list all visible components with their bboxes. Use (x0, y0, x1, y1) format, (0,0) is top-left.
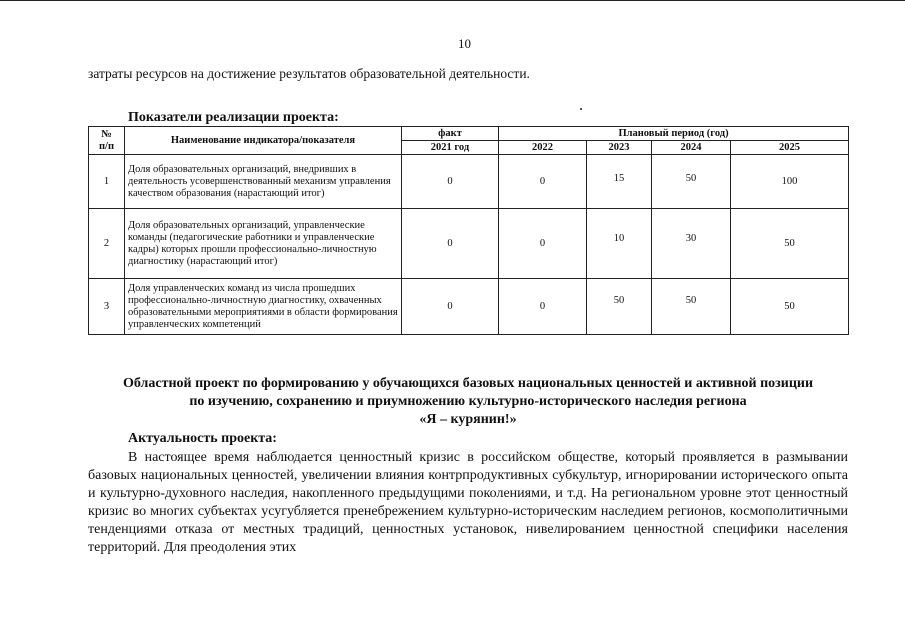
header-year: 2022 (499, 141, 587, 155)
page-number: 10 (458, 36, 471, 51)
project-heading (88, 375, 848, 429)
relevance-title: Актуальность проекта: (128, 431, 277, 446)
row-value: 0 (402, 279, 499, 335)
row-name: Доля управленческих команд из числа прошедших профессионально-личностную диагностику, охваченных образовательными мероприятиями в области формирования управленческих компетенций (125, 279, 402, 335)
row-value: 50 (652, 155, 731, 209)
row-value: 15 (587, 155, 652, 209)
intro-line: затраты ресурсов на достижение результатов образовательной деятельности. (88, 66, 530, 81)
row-value: 10 (587, 209, 652, 279)
row-value: 50 (587, 279, 652, 335)
table-row (89, 155, 849, 209)
scan-speck (580, 108, 582, 110)
table-row (89, 209, 849, 279)
project-heading-line: «Я – курянин!» (419, 412, 517, 427)
header-year: 2024 (652, 141, 731, 155)
row-value: 0 (402, 155, 499, 209)
row-num: 2 (89, 209, 125, 279)
row-name: Доля образовательных организаций, управленческие команды (педагогические работники и управленческие кадры) которых прошли профессионально-личностную диагностику (нарастающий итог) (125, 209, 402, 279)
body-paragraph: В настоящее время наблюдается ценностный кризис в российском обществе, который проявляется в размывании базовых национальных ценностей, увеличении влияния контрпродуктивных субкультур, игнорировании исторического опыта и культурно-духовного наследия, накопленного предыдущими поколениями, и т.д. На региональном уровне этот ценностный кризис во многих субъектах усугубляется пренебрежением культурно-историческим наследием регионов, космополитичными тенденциями отказа от местных традиций, ценностных установок, нивелированием ценностной специфики населения территорий. Для преодоления этих (88, 450, 848, 555)
row-num: 1 (89, 155, 125, 209)
header-year: 2023 (587, 141, 652, 155)
header-num: № п/п (89, 127, 125, 155)
row-value: 100 (731, 155, 849, 209)
row-value: 0 (402, 209, 499, 279)
table-title: Показатели реализации проекта: (128, 110, 339, 125)
row-value: 30 (652, 209, 731, 279)
header-year: 2025 (731, 141, 849, 155)
row-value: 0 (499, 209, 587, 279)
row-value: 50 (731, 279, 849, 335)
header-fact: факт (402, 127, 499, 141)
table-row (89, 279, 849, 335)
row-name: Доля образовательных организаций, внедривших в деятельность усовершенствованный механизм управления качеством образования (нарастающий итог) (125, 155, 402, 209)
project-heading-line: по изучению, сохранению и приумножению культурно-исторического наследия региона (189, 394, 747, 409)
row-value: 50 (652, 279, 731, 335)
header-year: 2021 год (402, 141, 499, 155)
page-top-border (0, 0, 905, 1)
row-value: 50 (731, 209, 849, 279)
indicators-table (88, 126, 849, 335)
header-name: Наименование индикатора/показателя (125, 127, 402, 155)
row-value: 0 (499, 155, 587, 209)
row-value: 0 (499, 279, 587, 335)
row-num: 3 (89, 279, 125, 335)
header-plan: Плановый период (год) (499, 127, 849, 141)
project-heading-line: Областной проект по формированию у обучающихся базовых национальных ценностей и активной позиции (122, 376, 814, 391)
